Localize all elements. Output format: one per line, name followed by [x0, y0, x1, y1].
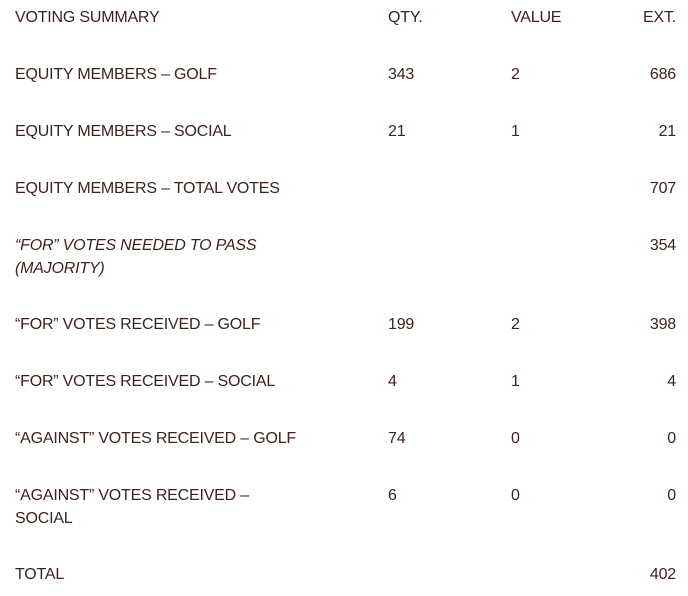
row-label: “FOR” VOTES RECEIVED – GOLF: [15, 316, 261, 333]
row-label-line1: “AGAINST” VOTES RECEIVED –: [15, 487, 249, 504]
row-value: 0: [511, 487, 520, 504]
row-qty: 199: [388, 316, 415, 333]
row-value: 1: [511, 373, 520, 390]
row-label: TOTAL: [15, 566, 65, 583]
header-ext: EXT.: [643, 9, 676, 26]
row-label-line2: SOCIAL: [15, 510, 73, 527]
row-ext: 402: [649, 566, 676, 583]
header-title: VOTING SUMMARY: [15, 9, 160, 26]
row-label-line2: (MAJORITY): [15, 260, 105, 277]
row-ext: 21: [658, 123, 676, 140]
row-ext: 354: [649, 237, 676, 254]
row-label-line1: “FOR” VOTES NEEDED TO PASS: [15, 237, 257, 254]
row-ext: 0: [667, 487, 676, 504]
header-qty: QTY.: [388, 9, 423, 26]
row-value: 2: [511, 316, 520, 333]
row-qty: 4: [388, 373, 397, 390]
row-qty: 74: [388, 430, 406, 447]
row-qty: 343: [388, 66, 415, 83]
row-value: 1: [511, 123, 520, 140]
row-ext: 4: [667, 373, 676, 390]
row-label: “FOR” VOTES RECEIVED – SOCIAL: [15, 373, 276, 390]
row-label: EQUITY MEMBERS – TOTAL VOTES: [15, 180, 280, 197]
row-label: “AGAINST” VOTES RECEIVED – GOLF: [15, 430, 296, 447]
row-ext: 707: [649, 180, 676, 197]
header-value: VALUE: [511, 9, 562, 26]
row-ext: 0: [667, 430, 676, 447]
row-label: EQUITY MEMBERS – SOCIAL: [15, 123, 232, 140]
row-qty: 21: [388, 123, 406, 140]
row-ext: 686: [649, 66, 676, 83]
row-label: EQUITY MEMBERS – GOLF: [15, 66, 217, 83]
row-value: 2: [511, 66, 520, 83]
row-ext: 398: [649, 316, 676, 333]
row-value: 0: [511, 430, 520, 447]
row-label: [15, 234, 345, 280]
row-label: [15, 484, 345, 530]
row-qty: 6: [388, 487, 397, 504]
